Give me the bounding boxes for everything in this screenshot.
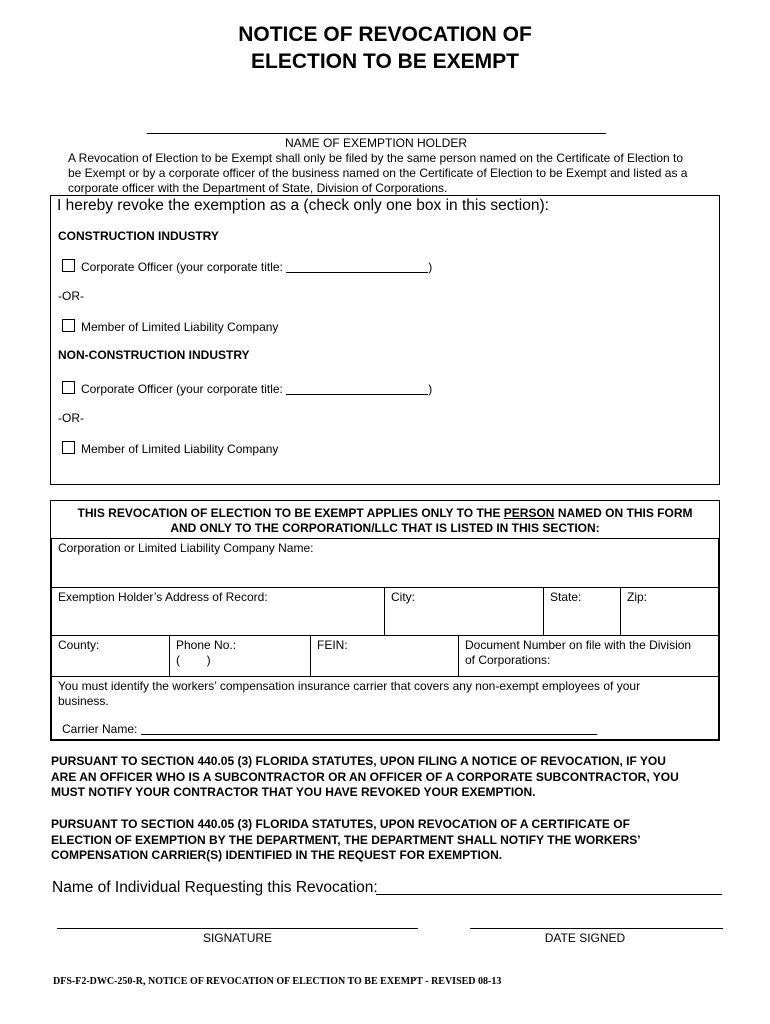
document-number-cell[interactable] [458, 635, 719, 677]
construction-officer-close: ) [428, 260, 433, 274]
address-cell[interactable] [51, 587, 385, 636]
nonconstruction-officer-label: Corporate Officer (your corporate title: [81, 382, 283, 396]
construction-title-field[interactable] [286, 261, 428, 273]
phone-label: Phone No.: [176, 638, 237, 652]
address-label: Exemption Holder’s Address of Record: [58, 590, 268, 604]
nonconstruction-title-field[interactable] [286, 383, 428, 395]
city-cell[interactable] [384, 587, 544, 636]
construction-officer-label: Corporate Officer (your corporate title: [81, 260, 283, 274]
signature-field[interactable] [57, 928, 418, 929]
statute-paragraph-2: PURSUANT TO SECTION 440.05 (3) FLORIDA STATUTES, UPON REVOCATION OF A CERTIFICATE OF ELECTION OF EXEMPTION BY THE DEPARTMENT, THE DEPARTMENT SHALL NOTIFY THE WORKERS’ COMPENSATION CARRIER(S) IDENTIFIED IN THE REQUEST FOR EXEMPTION. [51, 817, 641, 862]
carrier-note-line-1: You must identify the workers’ compensation insurance carrier that covers any non-exempt employees of your [58, 679, 641, 693]
nonconstruction-llc-option[interactable] [62, 441, 278, 457]
carrier-note-line-2: business. [58, 694, 109, 708]
non-construction-industry-label: NON-CONSTRUCTION INDUSTRY [58, 348, 250, 362]
revoke-heading: I hereby revoke the exemption as a (check only one box in this section): [57, 197, 549, 214]
construction-llc-checkbox[interactable] [62, 319, 75, 332]
carrier-name-field[interactable] [141, 723, 597, 735]
nonconstruction-llc-label: Member of Limited Liability Company [81, 442, 279, 456]
construction-llc-label: Member of Limited Liability Company [81, 320, 279, 334]
holder-note-line-1: A Revocation of Election to be Exempt shall only be filed by the same person named on the Certificate of Election to [68, 151, 684, 165]
page-title-line-2: ELECTION TO BE EXEMPT [251, 50, 519, 73]
fein-label: FEIN: [317, 638, 348, 652]
page-title-line-1: NOTICE OF REVOCATION OF [238, 23, 532, 46]
document-number-label-2: of Corporations: [465, 653, 551, 667]
signature-label: SIGNATURE [202, 931, 273, 945]
date-signed-label: DATE SIGNED [544, 931, 626, 945]
construction-officer-checkbox[interactable] [62, 259, 75, 272]
corporation-name-label: Corporation or Limited Liability Company Name: [58, 541, 314, 555]
or-separator-2: -OR- [58, 411, 84, 425]
construction-llc-option[interactable] [62, 319, 278, 335]
individual-name-field[interactable] [376, 894, 722, 895]
applies-person-emphasis: PERSON [503, 506, 555, 520]
holder-note-line-3: corporate officer with the Department of State, Division of Corporations. [68, 181, 448, 195]
phone-cell[interactable] [169, 635, 311, 677]
state-label: State: [550, 590, 582, 604]
county-cell[interactable] [51, 635, 170, 677]
holder-note-line-2: be Exempt or by a corporate officer of the business named on the Certificate of Election to be Exempt and listed as a [68, 166, 688, 180]
zip-label: Zip: [627, 590, 648, 604]
phone-area-code: ( ) [176, 653, 211, 667]
corporation-name-cell[interactable] [51, 538, 719, 588]
construction-officer-option[interactable] [62, 259, 432, 275]
zip-cell[interactable] [620, 587, 719, 636]
nonconstruction-officer-checkbox[interactable] [62, 381, 75, 394]
city-label: City: [391, 590, 415, 604]
form-identifier: DFS-F2-DWC-250-R, NOTICE OF REVOCATION OF ELECTION TO BE EXEMPT - REVISED 08-13 [53, 976, 502, 987]
applies-heading-line-2: AND ONLY TO THE CORPORATION/LLC THAT IS LISTED IN THIS SECTION: [170, 521, 600, 535]
exemption-holder-label: NAME OF EXEMPTION HOLDER [284, 136, 468, 150]
carrier-cell [51, 676, 719, 740]
individual-name-label: Name of Individual Requesting this Revocation: [52, 879, 378, 896]
date-signed-field[interactable] [470, 928, 723, 929]
state-cell[interactable] [543, 587, 621, 636]
county-label: County: [58, 638, 100, 652]
document-number-label-1: Document Number on file with the Division [465, 638, 692, 652]
carrier-name-label: Carrier Name: [62, 722, 138, 736]
applies-heading-line-1: THIS REVOCATION OF ELECTION TO BE EXEMPT APPLIES ONLY TO THE PERSON NAMED ON THIS FORM [77, 506, 693, 520]
nonconstruction-officer-option[interactable] [62, 381, 432, 397]
construction-industry-label: CONSTRUCTION INDUSTRY [58, 229, 219, 243]
or-separator-1: -OR- [58, 289, 84, 303]
exemption-holder-name-field[interactable] [147, 133, 606, 134]
fein-cell[interactable] [310, 635, 459, 677]
nonconstruction-llc-checkbox[interactable] [62, 441, 75, 454]
statute-paragraph-1: PURSUANT TO SECTION 440.05 (3) FLORIDA STATUTES, UPON FILING A NOTICE OF REVOCATION, IF YOU ARE AN OFFICER WHO IS A SUBCONTRACTOR OR AN OFFICER OF A CORPORATE SUBCONTRACTOR, YOU MUST NOTIFY YOUR CONTRACTOR THAT YOU HAVE REVOKED YOUR EXEMPTION. [51, 754, 679, 799]
nonconstruction-officer-close: ) [428, 382, 433, 396]
